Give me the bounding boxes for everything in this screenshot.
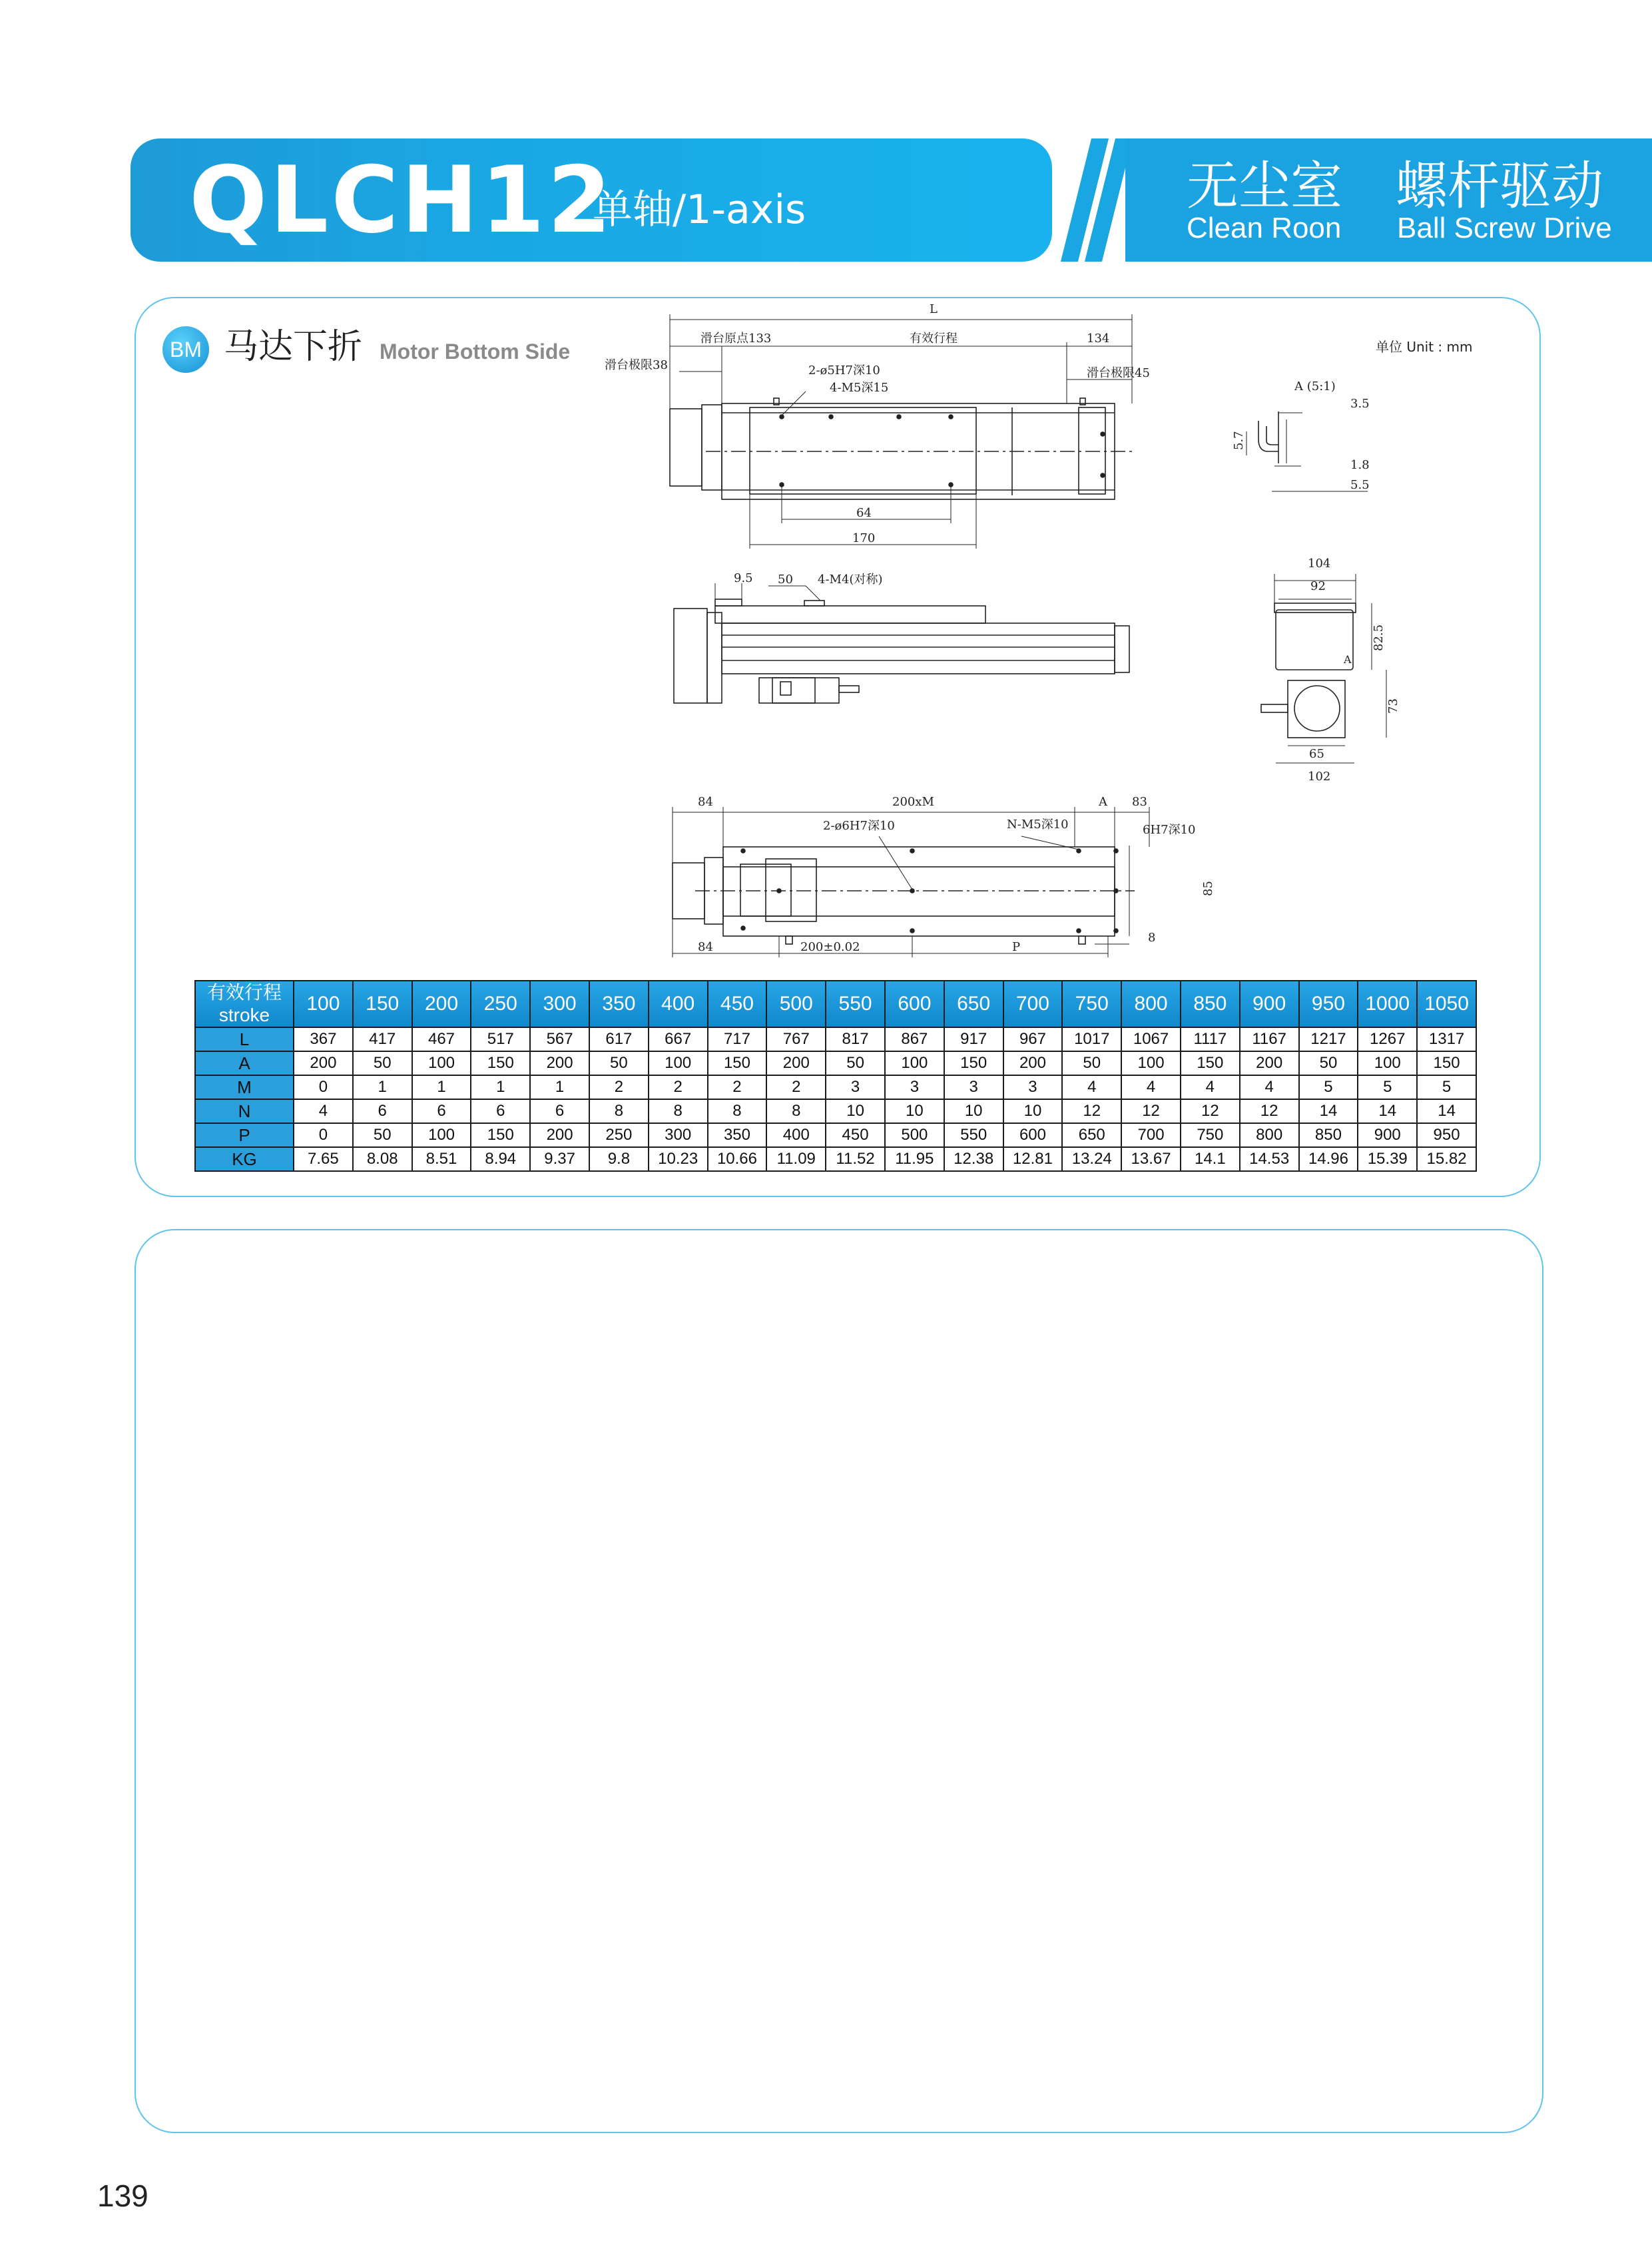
dim-origin: 滑台原点133 xyxy=(700,332,772,346)
table-cell: 7.65 xyxy=(294,1147,353,1171)
table-cell: 900 xyxy=(1358,1123,1417,1147)
dim-limit-left: 滑台极限38 xyxy=(605,358,668,372)
model-title: QLCH12 xyxy=(189,146,615,254)
table-cell: 6 xyxy=(353,1099,412,1123)
table-cell: 12.38 xyxy=(944,1147,1003,1171)
stroke-value-cell: 700 xyxy=(1003,981,1063,1027)
table-cell: 1 xyxy=(353,1075,412,1099)
table-cell: 12 xyxy=(1240,1099,1299,1123)
table-cell: 8 xyxy=(649,1099,708,1123)
table-cell: 350 xyxy=(708,1123,767,1147)
table-cell: 2 xyxy=(649,1075,708,1099)
row-label-cell: KG xyxy=(195,1147,294,1171)
table-cell: 3 xyxy=(1003,1075,1063,1099)
table-cell: 14 xyxy=(1358,1099,1417,1123)
table-cell: 100 xyxy=(885,1051,944,1075)
row-label-cell: A xyxy=(195,1051,294,1075)
table-cell: 4 xyxy=(294,1099,353,1123)
table-cell: 867 xyxy=(885,1027,944,1051)
stroke-value-cell: 450 xyxy=(708,981,767,1027)
table-cell: 11.95 xyxy=(885,1147,944,1171)
dim-50: 50 xyxy=(778,573,793,587)
stroke-value-cell: 300 xyxy=(530,981,589,1027)
dim-102: 102 xyxy=(1308,770,1331,784)
table-cell: 10 xyxy=(1003,1099,1063,1123)
table-cell: 850 xyxy=(1299,1123,1358,1147)
table-cell: 10.23 xyxy=(649,1147,708,1171)
table-cell: 14.96 xyxy=(1299,1147,1358,1171)
top-view xyxy=(670,314,1132,549)
table-cell: 467 xyxy=(412,1027,471,1051)
stroke-value-cell: 250 xyxy=(471,981,530,1027)
table-cell: 10 xyxy=(885,1099,944,1123)
label-screw-holes: 4-M5深15 xyxy=(830,381,889,395)
table-cell: 600 xyxy=(1003,1123,1063,1147)
table-cell: 367 xyxy=(294,1027,353,1051)
stroke-value-cell: 400 xyxy=(649,981,708,1027)
table-cell: 200 xyxy=(1240,1051,1299,1075)
dim-l: L xyxy=(930,302,938,316)
table-cell: 1 xyxy=(530,1075,589,1099)
table-cell: 12 xyxy=(1181,1099,1240,1123)
stroke-header-cn: 有效行程 xyxy=(206,982,282,1003)
dim-92: 92 xyxy=(1310,579,1326,593)
table-cell: 750 xyxy=(1181,1123,1240,1147)
dim-82-5: 82.5 xyxy=(1372,624,1386,651)
table-cell: 500 xyxy=(885,1123,944,1147)
section-title-cn: 马达下折 xyxy=(224,327,363,367)
table-cell: 767 xyxy=(766,1027,826,1051)
row-label-cell: M xyxy=(195,1075,294,1099)
table-cell: 967 xyxy=(1003,1027,1063,1051)
table-cell: 5 xyxy=(1358,1075,1417,1099)
table-cell: 12 xyxy=(1121,1099,1181,1123)
table-cell: 10.66 xyxy=(708,1147,767,1171)
dim-84-top: 84 xyxy=(698,795,713,809)
table-cell: 400 xyxy=(766,1123,826,1147)
table-cell: 300 xyxy=(649,1123,708,1147)
dim-9-5: 9.5 xyxy=(734,571,753,585)
table-cell: 10 xyxy=(826,1099,885,1123)
dim-64: 64 xyxy=(856,506,872,520)
stroke-header-cell xyxy=(195,981,294,1027)
axis-label: 单轴/1-axis xyxy=(593,186,806,233)
stroke-value-cell: 950 xyxy=(1299,981,1358,1027)
ball-screw-cn: 螺杆驱动 xyxy=(1396,156,1604,216)
table-cell: 100 xyxy=(649,1051,708,1075)
table-cell: 5 xyxy=(1417,1075,1476,1099)
dim-104: 104 xyxy=(1308,557,1331,571)
table-cell: 100 xyxy=(412,1123,471,1147)
table-row xyxy=(195,1147,1476,1171)
stroke-value-cell: 900 xyxy=(1240,981,1299,1027)
table-cell: 667 xyxy=(649,1027,708,1051)
table-cell: 14 xyxy=(1417,1099,1476,1123)
dim-134: 134 xyxy=(1087,332,1110,346)
table-cell: 6 xyxy=(530,1099,589,1123)
table-cell: 9.8 xyxy=(589,1147,649,1171)
stroke-value-cell: 150 xyxy=(353,981,412,1027)
table-cell: 2 xyxy=(589,1075,649,1099)
table-cell: 1067 xyxy=(1121,1027,1181,1051)
table-row xyxy=(195,1099,1476,1123)
spec-table xyxy=(194,980,1477,1172)
table-cell: 50 xyxy=(589,1051,649,1075)
table-cell: 1 xyxy=(471,1075,530,1099)
dim-pitch: 200xM xyxy=(892,795,934,809)
table-cell: 12.81 xyxy=(1003,1147,1063,1171)
table-cell: 4 xyxy=(1062,1075,1121,1099)
dim-5-5: 5.5 xyxy=(1350,478,1370,492)
table-cell: 1267 xyxy=(1358,1027,1417,1051)
table-cell: 14.1 xyxy=(1181,1147,1240,1171)
label-bottom-pins: 2-ø6H7深10 xyxy=(823,819,895,833)
table-cell: 150 xyxy=(1181,1051,1240,1075)
table-cell: 817 xyxy=(826,1027,885,1051)
table-cell: 700 xyxy=(1121,1123,1181,1147)
table-cell: 5 xyxy=(1299,1075,1358,1099)
table-cell: 200 xyxy=(294,1051,353,1075)
clean-room-en: Clean Roon xyxy=(1187,212,1342,244)
detail-a-label: A (5:1) xyxy=(1294,379,1336,393)
label-pin-holes: 2-ø5H7深10 xyxy=(808,364,880,377)
table-cell: 8.51 xyxy=(412,1147,471,1171)
dim-tolerance: 200±0.02 xyxy=(800,940,860,954)
table-cell: 3 xyxy=(944,1075,1003,1099)
dim-85: 85 xyxy=(1201,881,1215,896)
stroke-value-cell: 1000 xyxy=(1358,981,1417,1027)
dim-5-7: 5.7 xyxy=(1232,431,1246,450)
table-cell: 450 xyxy=(826,1123,885,1147)
table-cell: 800 xyxy=(1240,1123,1299,1147)
unit-label: 单位 Unit : mm xyxy=(1376,339,1473,355)
table-cell: 1117 xyxy=(1181,1027,1240,1051)
table-cell: 9.37 xyxy=(530,1147,589,1171)
end-view xyxy=(1261,574,1386,763)
dim-a-bottom: A xyxy=(1099,795,1107,809)
table-cell: 550 xyxy=(944,1123,1003,1147)
stroke-value-cell: 350 xyxy=(589,981,649,1027)
table-row xyxy=(195,1027,1476,1051)
table-cell: 8.08 xyxy=(353,1147,412,1171)
table-cell: 50 xyxy=(826,1051,885,1075)
table-cell: 0 xyxy=(294,1123,353,1147)
table-cell: 6 xyxy=(412,1099,471,1123)
stroke-header-en: stroke xyxy=(218,1005,270,1025)
table-cell: 150 xyxy=(708,1051,767,1075)
table-cell: 250 xyxy=(589,1123,649,1147)
detail-a xyxy=(1246,411,1368,491)
table-cell: 567 xyxy=(530,1027,589,1051)
label-6h7: 6H7深10 xyxy=(1143,823,1196,837)
table-cell: 13.24 xyxy=(1062,1147,1121,1171)
label-n-holes: N-M5深10 xyxy=(1007,818,1069,832)
table-cell: 13.67 xyxy=(1121,1147,1181,1171)
table-cell: 15.39 xyxy=(1358,1147,1417,1171)
dim-83: 83 xyxy=(1132,795,1147,809)
dim-limit-right: 滑台极限45 xyxy=(1087,366,1150,380)
dim-73: 73 xyxy=(1386,698,1400,714)
stroke-value-cell: 600 xyxy=(885,981,944,1027)
table-cell: 1217 xyxy=(1299,1027,1358,1051)
table-cell: 150 xyxy=(471,1123,530,1147)
table-cell: 8 xyxy=(708,1099,767,1123)
stroke-value-cell: 100 xyxy=(294,981,353,1027)
table-cell: 1 xyxy=(412,1075,471,1099)
stroke-value-cell: 500 xyxy=(766,981,826,1027)
dim-8: 8 xyxy=(1148,931,1156,945)
label-end-a: A xyxy=(1344,653,1352,666)
page-number: 139 xyxy=(97,2178,148,2213)
stroke-value-cell: 650 xyxy=(944,981,1003,1027)
table-cell: 617 xyxy=(589,1027,649,1051)
table-cell: 4 xyxy=(1121,1075,1181,1099)
table-cell: 11.52 xyxy=(826,1147,885,1171)
label-side-holes: 4-M4(对称) xyxy=(818,573,883,587)
stroke-value-cell: 750 xyxy=(1062,981,1121,1027)
table-header-row xyxy=(195,981,1476,1027)
stroke-value-cell: 800 xyxy=(1121,981,1181,1027)
dim-170: 170 xyxy=(852,531,876,545)
table-cell: 14.53 xyxy=(1240,1147,1299,1171)
section-title-en: Motor Bottom Side xyxy=(380,340,571,364)
table-cell: 2 xyxy=(766,1075,826,1099)
table-cell: 100 xyxy=(1358,1051,1417,1075)
table-row xyxy=(195,1075,1476,1099)
table-cell: 917 xyxy=(944,1027,1003,1051)
dim-stroke: 有效行程 xyxy=(910,332,958,346)
table-cell: 1167 xyxy=(1240,1027,1299,1051)
table-cell: 950 xyxy=(1417,1123,1476,1147)
stroke-value-cell: 1050 xyxy=(1417,981,1476,1027)
spec-table-body xyxy=(195,981,1476,1171)
table-cell: 2 xyxy=(708,1075,767,1099)
clean-room-cn: 无尘室 xyxy=(1187,156,1343,216)
table-cell: 650 xyxy=(1062,1123,1121,1147)
table-cell: 150 xyxy=(944,1051,1003,1075)
dim-1-8: 1.8 xyxy=(1350,458,1370,472)
table-cell: 10 xyxy=(944,1099,1003,1123)
technical-drawing xyxy=(586,293,1412,972)
table-cell: 50 xyxy=(353,1123,412,1147)
bm-badge: BM xyxy=(162,326,209,373)
table-cell: 12 xyxy=(1062,1099,1121,1123)
table-cell: 8.94 xyxy=(471,1147,530,1171)
table-cell: 0 xyxy=(294,1075,353,1099)
bottom-view xyxy=(673,807,1149,957)
table-row xyxy=(195,1051,1476,1075)
dim-84-bottom: 84 xyxy=(698,940,713,954)
table-cell: 1317 xyxy=(1417,1027,1476,1051)
table-cell: 150 xyxy=(1417,1051,1476,1075)
table-cell: 15.82 xyxy=(1417,1147,1476,1171)
table-cell: 50 xyxy=(1299,1051,1358,1075)
row-label-cell: P xyxy=(195,1123,294,1147)
stroke-value-cell: 200 xyxy=(412,981,471,1027)
table-cell: 100 xyxy=(412,1051,471,1075)
side-view xyxy=(674,583,1129,703)
dim-3-5: 3.5 xyxy=(1350,397,1370,411)
table-cell: 11.09 xyxy=(766,1147,826,1171)
empty-panel xyxy=(135,1229,1543,2133)
table-cell: 3 xyxy=(885,1075,944,1099)
table-cell: 4 xyxy=(1181,1075,1240,1099)
table-cell: 100 xyxy=(1121,1051,1181,1075)
table-cell: 8 xyxy=(589,1099,649,1123)
stroke-value-cell: 850 xyxy=(1181,981,1240,1027)
table-cell: 50 xyxy=(1062,1051,1121,1075)
row-label-cell: N xyxy=(195,1099,294,1123)
ball-screw-en: Ball Screw Drive xyxy=(1397,212,1612,244)
table-cell: 1017 xyxy=(1062,1027,1121,1051)
stroke-value-cell: 550 xyxy=(826,981,885,1027)
table-cell: 8 xyxy=(766,1099,826,1123)
table-cell: 417 xyxy=(353,1027,412,1051)
table-cell: 50 xyxy=(353,1051,412,1075)
table-cell: 200 xyxy=(1003,1051,1063,1075)
table-cell: 517 xyxy=(471,1027,530,1051)
table-cell: 200 xyxy=(530,1051,589,1075)
table-cell: 3 xyxy=(826,1075,885,1099)
table-cell: 14 xyxy=(1299,1099,1358,1123)
table-row xyxy=(195,1123,1476,1147)
table-cell: 717 xyxy=(708,1027,767,1051)
table-cell: 6 xyxy=(471,1099,530,1123)
dim-65: 65 xyxy=(1309,747,1324,761)
table-cell: 4 xyxy=(1240,1075,1299,1099)
table-cell: 200 xyxy=(530,1123,589,1147)
row-label-cell: L xyxy=(195,1027,294,1051)
table-cell: 200 xyxy=(766,1051,826,1075)
table-cell: 150 xyxy=(471,1051,530,1075)
dim-p: P xyxy=(1012,940,1021,954)
